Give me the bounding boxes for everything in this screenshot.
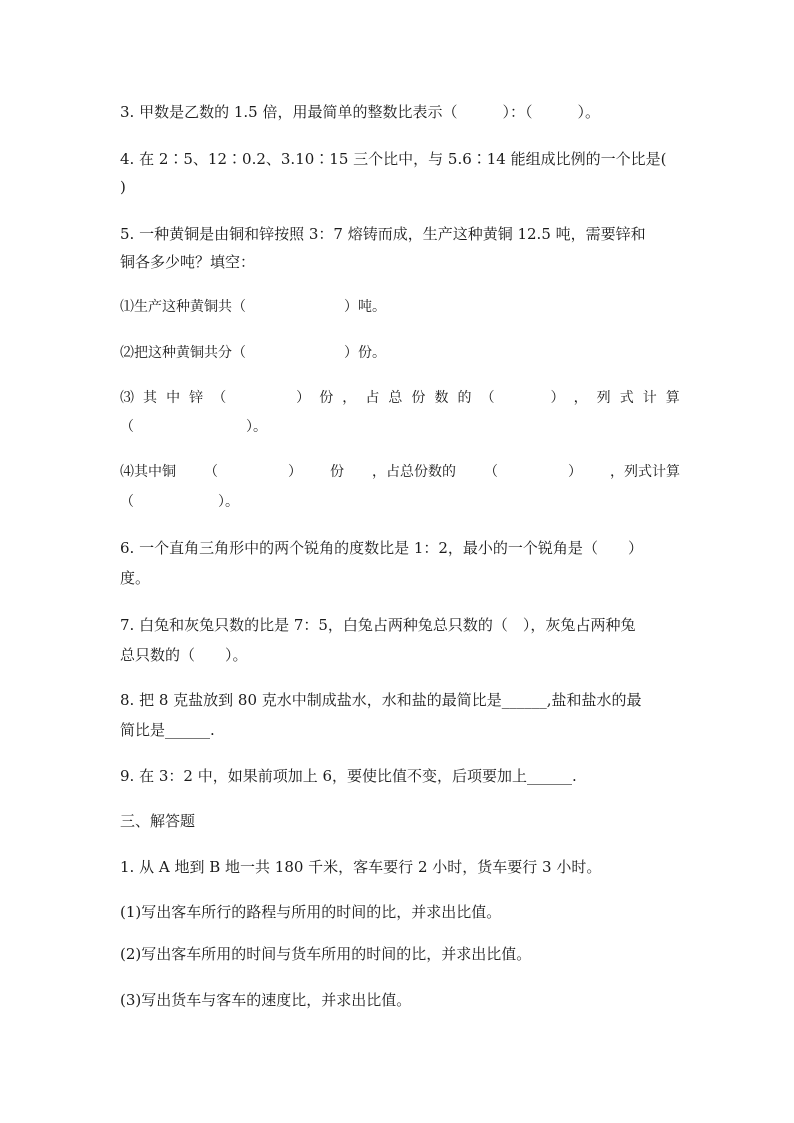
- solve-question-1-part-3: (3)写出货车与客车的速度比，并求出比值。: [120, 991, 412, 1009]
- q5-3-token: 其: [143, 390, 158, 406]
- question-5-part-4-line-1: [120, 462, 680, 482]
- q5-3-token: 份: [319, 390, 334, 406]
- q5-4-blank: （ ）: [204, 464, 302, 480]
- q5-3-token: 数: [434, 390, 449, 406]
- question-8-line-2: 简比是______.: [120, 721, 215, 739]
- q5-3-token: 式: [619, 390, 634, 406]
- q5-4-token: ，列式计算: [610, 464, 680, 480]
- section-3-title: 三、解答题: [120, 812, 196, 830]
- question-3: 3. 甲数是乙数的 1.5 倍，用最简单的整数比表示（ ）：（ ）。: [120, 103, 600, 121]
- q5-3-token: 锌: [189, 390, 204, 406]
- q5-4-blank: （ ）: [484, 464, 582, 480]
- q5-3-token: 的: [457, 390, 472, 406]
- q5-3-token: 中: [166, 390, 181, 406]
- question-5-part-1: ⑴生产这种黄铜共（ ）吨。: [120, 299, 386, 315]
- question-5-part-3-line-2: （ ）。: [120, 419, 267, 435]
- question-5-part-2: ⑵把这种黄铜共分（ ）份。: [120, 345, 386, 361]
- q5-3-token: 占: [365, 390, 380, 406]
- q5-4-token: ⑷其中铜: [120, 464, 176, 480]
- question-6-line-1: 6. 一个直角三角形中的两个锐角的度数比是 1：2，最小的一个锐角是（ ）: [120, 539, 643, 557]
- q5-3-token: ⑶: [120, 390, 134, 406]
- q5-3-token: ，: [342, 390, 357, 406]
- q5-3-blank: （ ）: [212, 390, 311, 406]
- q5-3-token: 列: [596, 390, 611, 406]
- q5-3-blank: （ ）: [480, 390, 565, 406]
- question-5-line-2: 铜各多少吨？填空：: [120, 253, 256, 271]
- q5-3-token: 份: [411, 390, 426, 406]
- question-7-line-1: 7. 白兔和灰兔只数的比是 7：5，白兔占两种兔总只数的（ ），灰兔占两种兔: [120, 616, 636, 634]
- question-8-line-1: 8. 把 8 克盐放到 80 克水中制成盐水，水和盐的最简比是______,盐和盐水的最: [120, 691, 642, 709]
- q5-4-token: 份: [330, 464, 344, 480]
- question-4-line-1: 4. 在 2∶5、12∶0.2、3.10∶15 三个比中，与 5.6∶14 能组成比例的一个比是(: [120, 150, 667, 168]
- q5-4-token: ，占总份数的: [372, 464, 456, 480]
- question-9: 9. 在 3：2 中，如果前项加上 6，要使比值不变，后项要加上______.: [120, 767, 577, 785]
- q5-3-token: 总: [388, 390, 403, 406]
- q5-3-token: 计: [642, 390, 657, 406]
- question-6-line-2: 度。: [120, 569, 151, 587]
- question-5-part-4-line-2: （ ）。: [120, 494, 239, 510]
- solve-question-1: 1. 从 A 地到 B 地一共 180 千米，客车要行 2 小时，货车要行 3 小时。: [120, 858, 602, 876]
- question-5-part-3-line-1: [120, 388, 680, 408]
- solve-question-1-part-2: (2)写出客车所用的时间与货车所用的时间的比，并求出比值。: [120, 945, 532, 963]
- question-4-line-2: ): [120, 178, 126, 196]
- question-7-line-2: 总只数的（ ）。: [120, 646, 248, 664]
- q5-3-token: ，: [573, 390, 588, 406]
- question-5-line-1: 5. 一种黄铜是由铜和锌按照 3：7 熔铸而成，生产这种黄铜 12.5 吨，需要锌和: [120, 225, 646, 243]
- solve-question-1-part-1: (1)写出客车所行的路程与所用的时间的比，并求出比值。: [120, 903, 502, 921]
- q5-3-token: 算: [665, 390, 680, 406]
